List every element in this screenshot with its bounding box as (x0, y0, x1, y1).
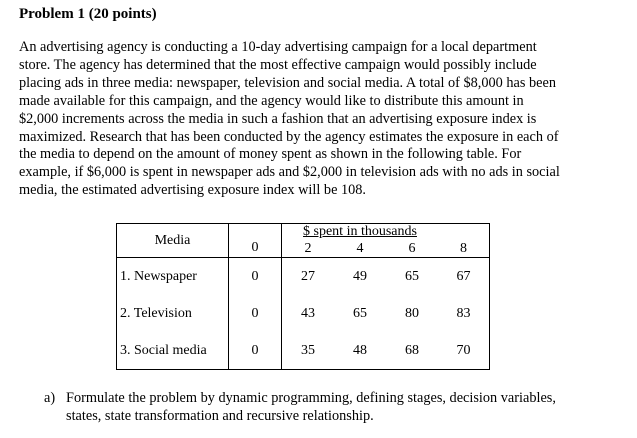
paragraph-line: An advertising agency is conducting a 10-day advertising campaign for a local department (19, 39, 537, 55)
question-line: states, state transformation and recursive relationship. (66, 407, 374, 424)
table-cell: 27 (282, 258, 335, 296)
table-row (117, 258, 490, 296)
table-header-row (117, 224, 490, 241)
question-text (66, 390, 626, 426)
table-cell: 0 (229, 332, 282, 370)
media-label: 2. Television (117, 295, 229, 332)
header-spacer (438, 224, 490, 241)
table-cell: 65 (386, 258, 438, 296)
paragraph-line: example, if $6,000 is spent in newspaper ads and $2,000 in television ads with no ads in social (19, 164, 560, 181)
question-line: Formulate the problem by dynamic programming, defining stages, decision variables, (66, 390, 556, 406)
column-header: 4 (356, 240, 364, 256)
table-cell: 70 (438, 332, 490, 370)
table-cell: 65 (353, 305, 367, 321)
problem-title: Problem 1 (20 points) (19, 6, 157, 22)
paragraph-line: maximized. Research that has been conducted by the agency estimates the exposure in each of (19, 128, 559, 145)
paragraph-line: the media to depend on the amount of money spent as shown in the following table. For (19, 146, 522, 163)
exposure-table (116, 223, 490, 370)
table-row (117, 332, 490, 370)
table-cell: 48 (334, 332, 386, 370)
table-cell: 67 (438, 258, 490, 296)
paragraph-line: $2,000 increments across the media in such a fashion that an advertising exposure index is (19, 110, 537, 127)
table-cell: 0 (229, 258, 282, 296)
table-cell: 35 (282, 332, 335, 370)
table-cell: 43 (301, 305, 315, 321)
table-cell: 0 (229, 295, 282, 332)
table-cell: 80 (405, 305, 419, 321)
table-cell: 49 (334, 258, 386, 296)
problem-description (19, 39, 631, 200)
table-cell: 68 (386, 332, 438, 370)
paragraph-line: store. The agency has determined that the most effective campaign would possibly include (19, 56, 537, 73)
column-header: 8 (438, 240, 490, 258)
media-label: 3. Social media (117, 332, 229, 370)
table-row (117, 295, 490, 332)
table-cell: 83 (438, 295, 490, 332)
paragraph-line: placing ads in three media: newspaper, television and social media. A total of $8,000 has been (19, 74, 556, 91)
question-label: a) (44, 390, 56, 406)
column-header: 6 (408, 240, 416, 256)
column-header: 0 (229, 224, 282, 258)
media-header: Media (117, 224, 229, 258)
group-header: $ spent in thousands (303, 224, 417, 239)
group-header-cell (282, 224, 439, 241)
column-header: 2 (304, 240, 312, 256)
paragraph-line: media, the estimated advertising exposure index will be 108. (19, 182, 367, 199)
media-label: 1. Newspaper (117, 258, 229, 296)
paragraph-line: made available for this campaign, and the agency would like to distribute this amount in (19, 92, 524, 109)
